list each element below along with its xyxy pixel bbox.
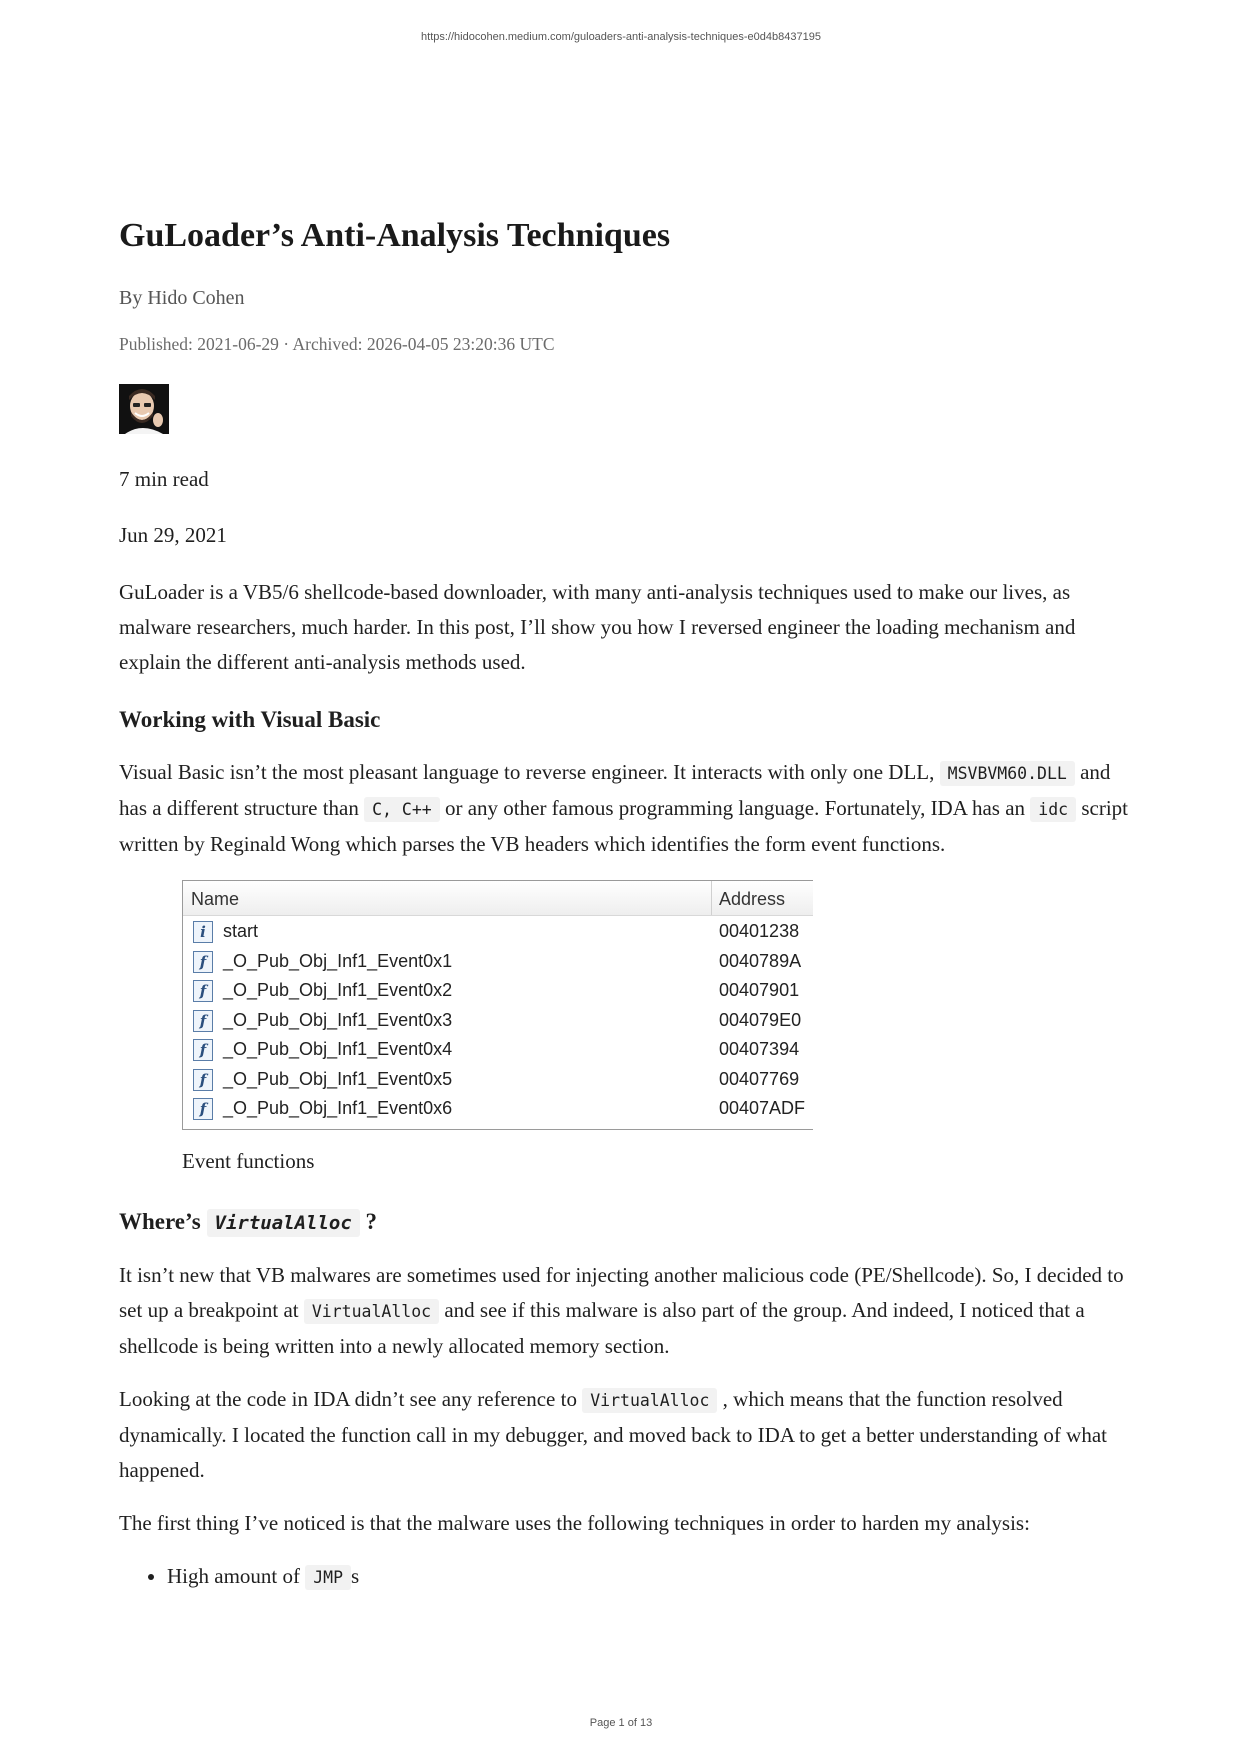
ida-functions-table bbox=[182, 880, 813, 1130]
author-avatar bbox=[119, 384, 169, 434]
page-url: https://hidocohen.medium.com/guloaders-anti-analysis-techniques-e0d4b8437195 bbox=[421, 31, 821, 43]
techniques-list bbox=[119, 1559, 1129, 1595]
function-icon: f bbox=[193, 1069, 213, 1091]
function-name: _O_Pub_Obj_Inf1_Event0x2 bbox=[223, 980, 453, 1000]
table-row bbox=[183, 1005, 813, 1035]
function-address: 00407769 bbox=[719, 1068, 800, 1089]
column-name-header: Name bbox=[191, 889, 240, 909]
code-c-cpp: C, C++ bbox=[364, 797, 440, 822]
function-name: start bbox=[223, 921, 259, 941]
code-jmp: JMP bbox=[305, 1565, 351, 1590]
function-name: _O_Pub_Obj_Inf1_Event0x1 bbox=[223, 950, 453, 971]
function-address: 00407ADF bbox=[719, 1098, 806, 1118]
table-row bbox=[183, 1064, 813, 1094]
function-address: 00407394 bbox=[719, 1039, 800, 1059]
figure-caption: Event functions bbox=[182, 1149, 315, 1173]
function-name: _O_Pub_Obj_Inf1_Event0x6 bbox=[223, 1098, 453, 1118]
article-date: Jun 29, 2021 bbox=[119, 523, 227, 547]
table-row bbox=[183, 1034, 813, 1064]
article bbox=[119, 212, 1129, 1595]
table-row bbox=[183, 1093, 813, 1123]
event-functions-figure bbox=[182, 880, 1129, 1175]
function-address: 0040789A bbox=[719, 950, 802, 971]
function-name: _O_Pub_Obj_Inf1_Event0x5 bbox=[223, 1068, 453, 1089]
function-icon: f bbox=[193, 1010, 213, 1032]
breakpoint-paragraph: It isn’t new that VB malwares are sometimes used for injecting another malicious code (PE/Shellcode). So, I decided to set up a breakpoint at VirtualAlloc and see if this malware is also part of the group. And indeed, I noticed that a shellcode is being written into a newly allocated memory section. bbox=[119, 1263, 1124, 1358]
code-virtualalloc-1: VirtualAlloc bbox=[304, 1299, 439, 1324]
function-address: 00407901 bbox=[719, 980, 800, 1000]
column-address-header: Address bbox=[719, 889, 786, 909]
function-icon: f bbox=[193, 951, 213, 973]
function-address: 004079E0 bbox=[719, 1009, 802, 1030]
function-name: _O_Pub_Obj_Inf1_Event0x4 bbox=[223, 1039, 453, 1059]
visual-basic-paragraph: Visual Basic isn’t the most pleasant language to reverse engineer. It interacts with only one DLL, MSVBVM60.DLL and has a different structure than C, C++ or any other famous programming language. Fortunately, IDA has an idc script written by Reginald Wong which parses the VB headers which identifies the form event functions. bbox=[119, 760, 1129, 856]
techniques-intro-paragraph: The first thing I’ve noticed is that the malware uses the following techniques in order to harden my analysis: bbox=[119, 1511, 1030, 1535]
table-header bbox=[183, 881, 813, 916]
table-row bbox=[183, 975, 813, 1005]
article-title: GuLoader’s Anti-Analysis Techniques bbox=[119, 217, 671, 254]
section-heading-virtualalloc: Where’s VirtualAlloc ? bbox=[119, 1205, 1129, 1240]
publish-meta: Published: 2021-06-29 · Archived: 2026-04-05 23:20:36 UTC bbox=[119, 334, 555, 354]
code-virtualalloc-2: VirtualAlloc bbox=[582, 1388, 717, 1413]
byline: By Hido Cohen bbox=[119, 287, 245, 309]
intro-paragraph: GuLoader is a VB5/6 shellcode-based downloader, with many anti-analysis techniques used to make our lives, as malware researchers, much harder. In this post, I’ll show you how I reversed engineer the loading mechanism and explain the different anti-analysis methods used. bbox=[119, 580, 1076, 674]
avatar-image bbox=[119, 384, 169, 434]
info-icon: i bbox=[193, 921, 213, 943]
function-icon: f bbox=[193, 1039, 213, 1061]
read-time: 7 min read bbox=[119, 467, 209, 491]
code-msvbvm60: MSVBVM60.DLL bbox=[940, 761, 1075, 786]
code-virtualalloc-heading: VirtualAlloc bbox=[207, 1209, 360, 1237]
function-icon: f bbox=[193, 980, 213, 1002]
table-row bbox=[183, 946, 813, 976]
ida-reference-paragraph: Looking at the code in IDA didn’t see any reference to VirtualAlloc , which means that the function resolved dynamically. I located the function call in my debugger, and moved back to IDA to get a better understanding of what happened. bbox=[119, 1387, 1107, 1482]
list-item: • High amount of JMP s bbox=[167, 1559, 1129, 1595]
table-row bbox=[183, 916, 813, 946]
function-icon: f bbox=[193, 1098, 213, 1120]
page-number: Page 1 of 13 bbox=[589, 1717, 653, 1729]
section-heading-visual-basic: Working with Visual Basic bbox=[119, 707, 381, 732]
code-idc: idc bbox=[1030, 797, 1076, 822]
function-name: _O_Pub_Obj_Inf1_Event0x3 bbox=[223, 1009, 453, 1030]
function-address: 00401238 bbox=[719, 921, 800, 941]
